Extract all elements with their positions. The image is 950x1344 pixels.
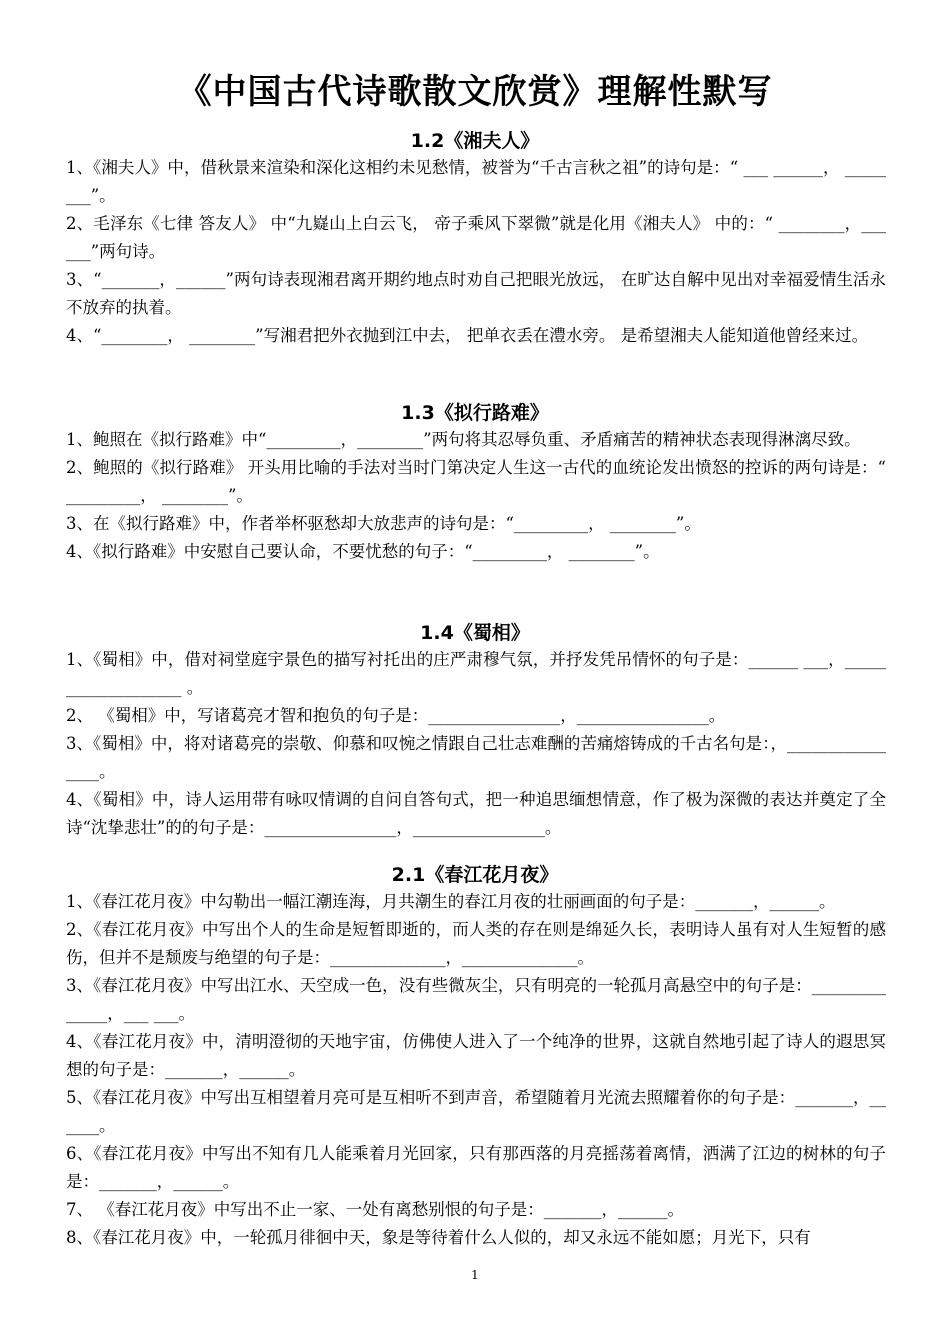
section-nixinglunan xyxy=(0,400,950,566)
section-heading: 1.2《湘夫人》 xyxy=(410,130,540,152)
question-item: 2、 《蜀相》中，写诸葛亮才智和抱负的句子是：________________，________________。 xyxy=(66,706,726,725)
section-chunjianghuayueye xyxy=(0,862,950,1252)
question-item: 3、在《拟行路难》中，作者举杯驱愁却大放悲声的诗句是：“_________， ________”。 xyxy=(66,514,701,533)
section-xiangfuren xyxy=(0,128,950,350)
section-shuxiang xyxy=(0,620,950,842)
page-number: 1 xyxy=(471,1268,479,1282)
question-item: 8、《春江花月夜》中，一轮孤月徘徊中天，象是等待着什么人似的，却又永远不能如愿；月光下，只有 xyxy=(66,1228,811,1247)
section-heading: 1.3《拟行路难》 xyxy=(401,402,549,424)
question-item: 1、鲍照在《拟行路难》中“_________，________”两句将其忍辱负重、矛盾痛苦的精神状态表现得淋漓尽致。 xyxy=(66,430,861,449)
question-item: 2、鲍照的《拟行路难》 开头用比喻的手法对当时门第决定人生这一古代的血统论发出愤怒的控诉的两句诗是：“ _________， ________”。 xyxy=(66,458,886,505)
document-title: 《中国古代诗歌散文欣赏》理解性默写 xyxy=(177,72,773,112)
question-item: 4、《蜀相》中，诗人运用带有咏叹情调的自问自答句式，把一种追思缅想情意，作了极为深微的表达并奠定了全诗“沈挚悲壮”的的句子是：________________，________________。 xyxy=(66,790,886,837)
question-item: 1、《春江花月夜》中勾勒出一幅江潮连海，月共潮生的春江月夜的壮丽画面的句子是：_______，______。 xyxy=(66,892,836,911)
question-item: 1、《湘夫人》中，借秋景来渲染和深化这相约未见愁情，被誉为“千古言秋之祖”的诗句是：“ ___ ______， ________”。 xyxy=(66,158,886,205)
question-item: 5、《春江花月夜》中写出互相望着月亮可是互相听不到声音，希望随着月光流去照耀着你的句子是：_______，______。 xyxy=(66,1088,886,1135)
question-item: 3、《蜀相》中，将对诸葛亮的崇敬、仰慕和叹惋之情跟自己壮志难酬的苦痛熔铸成的千古名句是：，________________。 xyxy=(66,734,886,781)
question-item: 4、《春江花月夜》中，清明澄彻的天地宇宙，仿佛使人进入了一个纯净的世界，这就自然地引起了诗人的遐思冥想的句子是：_______，______。 xyxy=(66,1032,886,1079)
section-heading: 2.1《春江花月夜》 xyxy=(391,864,559,886)
question-item: 1、《蜀相》中，借对祠堂庭宇景色的描写衬托出的庄严肃穆气氛，并抒发凭吊情怀的句子是：______ ___，___________________ 。 xyxy=(66,650,886,697)
question-item: 2、《春江花月夜》中写出个人的生命是短暂即逝的，而人类的存在则是绵延久长，表明诗人虽有对人生短暂的感伤，但并不是颓废与绝望的句子是：______________，______________。 xyxy=(66,920,886,967)
question-item: 2、毛泽东《七律 答友人》 中“九嶷山上白云飞， 帝子乘风下翠微”就是化用《湘夫人》 中的：“ ________，______”两句诗。 xyxy=(66,214,886,261)
section-heading: 1.4《蜀相》 xyxy=(420,622,530,644)
question-item: 6、《春江花月夜》中写出不知有几人能乘着月光回家，只有那西落的月亮摇荡着离情，洒满了江边的树林的句子是：_______，______。 xyxy=(66,1144,886,1191)
question-item: 7、 《春江花月夜》中写出不止一家、一处有离愁别恨的句子是：_______，______。 xyxy=(66,1200,684,1219)
question-item: 3、“_______，______”两句诗表现湘君离开期约地点时劝自己把眼光放远， 在旷达自解中见出对幸福爱情生活永不放弃的执着。 xyxy=(66,270,886,317)
question-item: 3、《春江花月夜》中写出江水、天空成一色，没有些微灰尘，只有明亮的一轮孤月高悬空中的句子是：______________，___ ___。 xyxy=(66,976,886,1023)
question-item: 4、《拟行路难》中安慰自己要认命，不要忧愁的句子：“_________， ________”。 xyxy=(66,542,660,561)
question-item: 4、“________， ________”写湘君把外衣抛到江中去， 把单衣丢在澧水旁。 是希望湘夫人能知道他曾经来过。 xyxy=(66,326,869,345)
